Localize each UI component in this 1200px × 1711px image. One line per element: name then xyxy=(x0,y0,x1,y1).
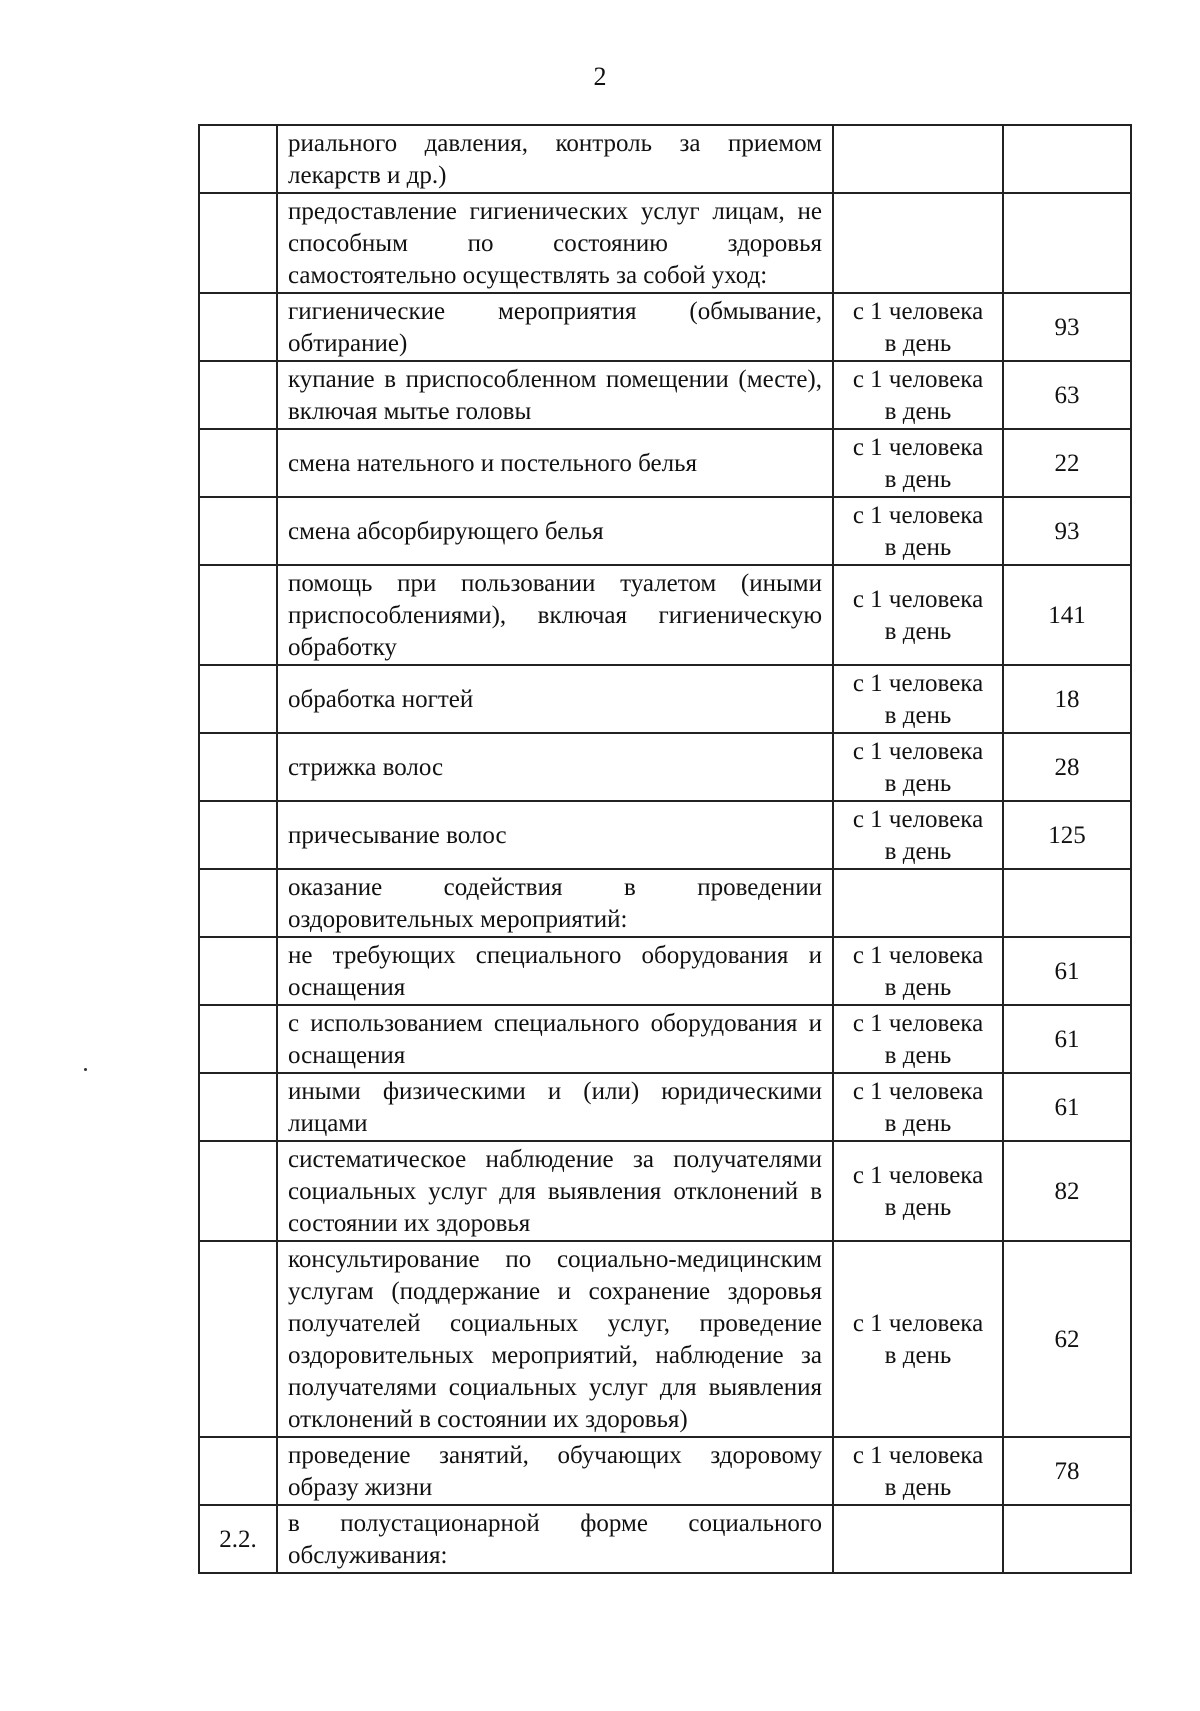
service-name: смена нательного и постельного белья xyxy=(277,429,833,497)
service-name: в полустационарной форме социального обслуживания: xyxy=(277,1505,833,1573)
table-row xyxy=(199,1005,1131,1073)
unit-line-2: в день xyxy=(884,618,952,645)
row-number xyxy=(199,733,277,801)
row-number xyxy=(199,193,277,293)
service-name: стрижка волос xyxy=(277,733,833,801)
service-value xyxy=(1003,1505,1131,1573)
service-name: иными физическими и (или) юридическими лицами xyxy=(277,1073,833,1141)
unit-cell xyxy=(833,665,1003,733)
unit-cell xyxy=(833,1505,1003,1573)
services-table xyxy=(198,124,1132,1574)
unit-line-1: с 1 человека xyxy=(852,298,984,325)
table-row xyxy=(199,497,1131,565)
service-value: 141 xyxy=(1003,565,1131,665)
table-row xyxy=(199,1241,1131,1437)
service-value: 82 xyxy=(1003,1141,1131,1241)
unit-line-2: в день xyxy=(884,1042,952,1069)
table-row xyxy=(199,1141,1131,1241)
service-value: 61 xyxy=(1003,937,1131,1005)
unit-line-1: с 1 человека xyxy=(852,942,984,969)
unit-line-1: с 1 человека xyxy=(852,434,984,461)
table-row xyxy=(199,801,1131,869)
unit-line-2: в день xyxy=(884,838,952,865)
row-number xyxy=(199,801,277,869)
row-number xyxy=(199,1073,277,1141)
row-number xyxy=(199,565,277,665)
service-value xyxy=(1003,869,1131,937)
unit-line-2: в день xyxy=(884,398,952,425)
unit-line-1: с 1 человека xyxy=(852,502,984,529)
unit-line-2: в день xyxy=(884,974,952,1001)
table-row xyxy=(199,665,1131,733)
unit-line-1: с 1 человека xyxy=(852,1442,984,1469)
table-row xyxy=(199,1505,1131,1573)
unit-cell xyxy=(833,293,1003,361)
service-value: 125 xyxy=(1003,801,1131,869)
unit-cell xyxy=(833,1005,1003,1073)
unit-cell xyxy=(833,1241,1003,1437)
unit-line-1: с 1 человека xyxy=(852,366,984,393)
service-value: 18 xyxy=(1003,665,1131,733)
unit-cell xyxy=(833,937,1003,1005)
unit-cell xyxy=(833,361,1003,429)
unit-cell xyxy=(833,429,1003,497)
table-row xyxy=(199,429,1131,497)
service-name: обработка ногтей xyxy=(277,665,833,733)
unit-line-2: в день xyxy=(884,1194,952,1221)
unit-cell xyxy=(833,193,1003,293)
service-name: смена абсорбирующего белья xyxy=(277,497,833,565)
row-number: 2.2. xyxy=(199,1505,277,1573)
unit-cell xyxy=(833,125,1003,193)
service-value xyxy=(1003,125,1131,193)
row-number xyxy=(199,937,277,1005)
services-table-body xyxy=(199,125,1131,1573)
unit-line-2: в день xyxy=(884,534,952,561)
row-number xyxy=(199,1005,277,1073)
unit-cell xyxy=(833,1073,1003,1141)
row-number xyxy=(199,497,277,565)
row-number xyxy=(199,1437,277,1505)
service-name: купание в приспособленном помещении (месте), включая мытье головы xyxy=(277,361,833,429)
service-name: гигиенические мероприятия (обмывание, обтирание) xyxy=(277,293,833,361)
row-number xyxy=(199,1241,277,1437)
unit-line-1: с 1 человека xyxy=(852,738,984,765)
unit-cell xyxy=(833,1437,1003,1505)
table-row xyxy=(199,193,1131,293)
service-value: 78 xyxy=(1003,1437,1131,1505)
row-number xyxy=(199,293,277,361)
unit-line-1: с 1 человека xyxy=(852,1310,984,1337)
table-row xyxy=(199,125,1131,193)
unit-cell xyxy=(833,1141,1003,1241)
row-number xyxy=(199,1141,277,1241)
service-name: не требующих специального оборудования и оснащения xyxy=(277,937,833,1005)
service-name: риального давления, контроль за приемом лекарств и др.) xyxy=(277,125,833,193)
unit-line-1: с 1 человека xyxy=(852,586,984,613)
unit-line-1: с 1 человека xyxy=(852,1162,984,1189)
unit-line-2: в день xyxy=(884,466,952,493)
row-number xyxy=(199,429,277,497)
service-value: 62 xyxy=(1003,1241,1131,1437)
unit-line-2: в день xyxy=(884,330,952,357)
unit-line-2: в день xyxy=(884,1110,952,1137)
service-value: 61 xyxy=(1003,1005,1131,1073)
row-number xyxy=(199,869,277,937)
unit-line-2: в день xyxy=(884,702,952,729)
table-row xyxy=(199,361,1131,429)
service-name: предоставление гигиенических услуг лицам, не способным по состоянию здоровья самостоятельно осуществлять за собой уход: xyxy=(277,193,833,293)
unit-cell xyxy=(833,733,1003,801)
table-row xyxy=(199,937,1131,1005)
unit-line-2: в день xyxy=(884,1474,952,1501)
table-row xyxy=(199,1073,1131,1141)
row-number xyxy=(199,361,277,429)
service-value: 22 xyxy=(1003,429,1131,497)
unit-line-2: в день xyxy=(884,1342,952,1369)
row-number xyxy=(199,665,277,733)
service-value: 61 xyxy=(1003,1073,1131,1141)
service-name: проведение занятий, обучающих здоровому образу жизни xyxy=(277,1437,833,1505)
service-value: 63 xyxy=(1003,361,1131,429)
service-value: 93 xyxy=(1003,293,1131,361)
unit-cell xyxy=(833,801,1003,869)
service-name: консультирование по социально-медицинским услугам (поддержание и сохранение здоровья получателей социальных услуг, проведение оздоровительных мероприятий, наблюдение за получателями социальных услуг для выявления отклонений в состоянии их здоровья) xyxy=(277,1241,833,1437)
service-name: систематическое наблюдение за получателями социальных услуг для выявления отклонений в состоянии их здоровья xyxy=(277,1141,833,1241)
service-name: помощь при пользовании туалетом (иными приспособлениями), включая гигиеническую обработку xyxy=(277,565,833,665)
unit-cell xyxy=(833,565,1003,665)
table-row xyxy=(199,293,1131,361)
service-value: 28 xyxy=(1003,733,1131,801)
page-number: 2 xyxy=(593,62,607,91)
service-value xyxy=(1003,193,1131,293)
row-number xyxy=(199,125,277,193)
unit-cell xyxy=(833,869,1003,937)
service-name: причесывание волос xyxy=(277,801,833,869)
unit-line-2: в день xyxy=(884,770,952,797)
table-row xyxy=(199,1437,1131,1505)
unit-line-1: с 1 человека xyxy=(852,1010,984,1037)
service-name: с использованием специального оборудования и оснащения xyxy=(277,1005,833,1073)
table-row xyxy=(199,733,1131,801)
scan-speck xyxy=(84,1068,87,1071)
unit-line-1: с 1 человека xyxy=(852,806,984,833)
table-row xyxy=(199,565,1131,665)
service-name: оказание содействия в проведении оздоровительных мероприятий: xyxy=(277,869,833,937)
table-row xyxy=(199,869,1131,937)
unit-cell xyxy=(833,497,1003,565)
unit-line-1: с 1 человека xyxy=(852,670,984,697)
unit-line-1: с 1 человека xyxy=(852,1078,984,1105)
service-value: 93 xyxy=(1003,497,1131,565)
